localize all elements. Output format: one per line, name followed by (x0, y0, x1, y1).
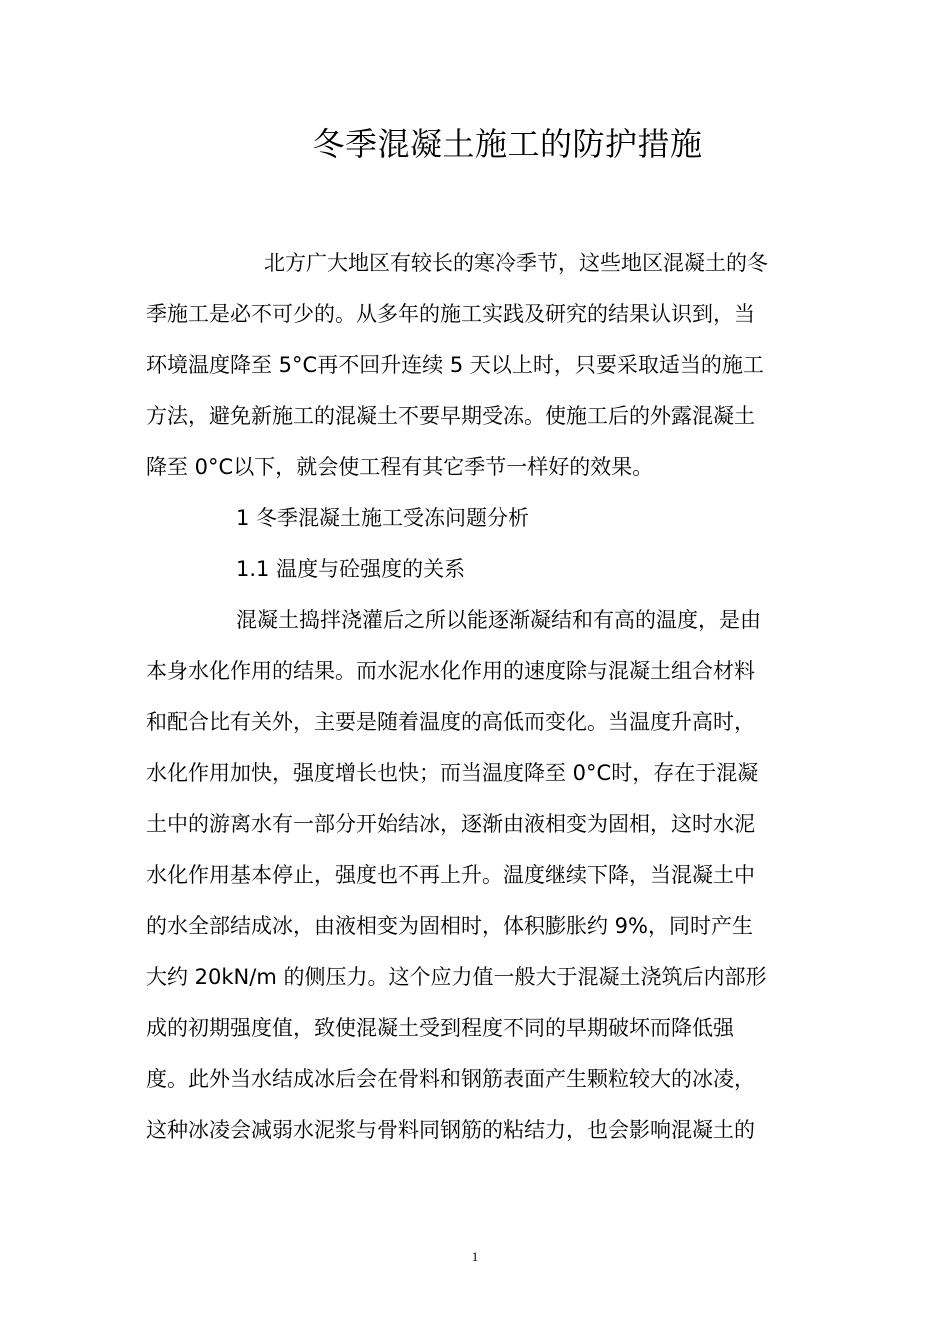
paragraph-line: 北方广大地区有较长的寒冷季节，这些地区混凝土的冬 (264, 251, 768, 275)
document-title: 冬季混凝土施工的防护措施 (312, 125, 703, 163)
paragraph-line: 季施工是必不可少的。从多年的施工实践及研究的结果认识到，当 (146, 302, 755, 326)
document-body (146, 238, 806, 1156)
paragraph-line: 水化作用基本停止，强度也不再上升。温度继续下降，当混凝土中 (146, 863, 755, 887)
paragraph-line: 土中的游离水有一部分开始结冰，逐渐由液相变为固相，这时水泥 (146, 812, 755, 836)
paragraph-line: 的水全部结成冰，由液相变为固相时，体积膨胀约 9%，同时产生 (146, 914, 753, 938)
paragraph-line: 度。此外当水结成冰后会在骨料和钢筋表面产生颗粒较大的冰凌， (146, 1067, 755, 1091)
section-heading: 1 冬季混凝土施工受冻问题分析 (236, 506, 530, 530)
page-number: 1 (471, 1249, 479, 1264)
subsection-heading: 1.1 温度与砼强度的关系 (236, 557, 466, 581)
paragraph-line: 混凝土捣拌浇灌后之所以能逐渐凝结和有高的温度，是由 (236, 608, 761, 632)
paragraph-line: 成的初期强度值，致使混凝土受到程度不同的早期破坏而降低强 (146, 1016, 734, 1040)
paragraph-line: 大约 20kN/m 的侧压力。这个应力值一般大于混凝土浇筑后内部形 (146, 965, 767, 989)
paragraph-line: 这种冰凌会减弱水泥浆与骨料同钢筋的粘结力，也会影响混凝土的 (146, 1118, 755, 1142)
paragraph-line: 环境温度降至 5°C再不回升连续 5 天以上时，只要采取适当的施工 (146, 353, 764, 377)
paragraph-line: 方法，避免新施工的混凝土不要早期受冻。使施工后的外露混凝土 (146, 404, 755, 428)
paragraph-line: 降至 0°C以下，就会使工程有其它季节一样好的效果。 (146, 455, 654, 479)
paragraph-line: 和配合比有关外，主要是随着温度的高低而变化。当温度升高时， (146, 710, 755, 734)
paragraph-line: 本身水化作用的结果。而水泥水化作用的速度除与混凝土组合材料 (146, 659, 755, 683)
paragraph-line: 水化作用加快，强度增长也快；而当温度降至 0°C时，存在于混凝 (146, 761, 759, 785)
